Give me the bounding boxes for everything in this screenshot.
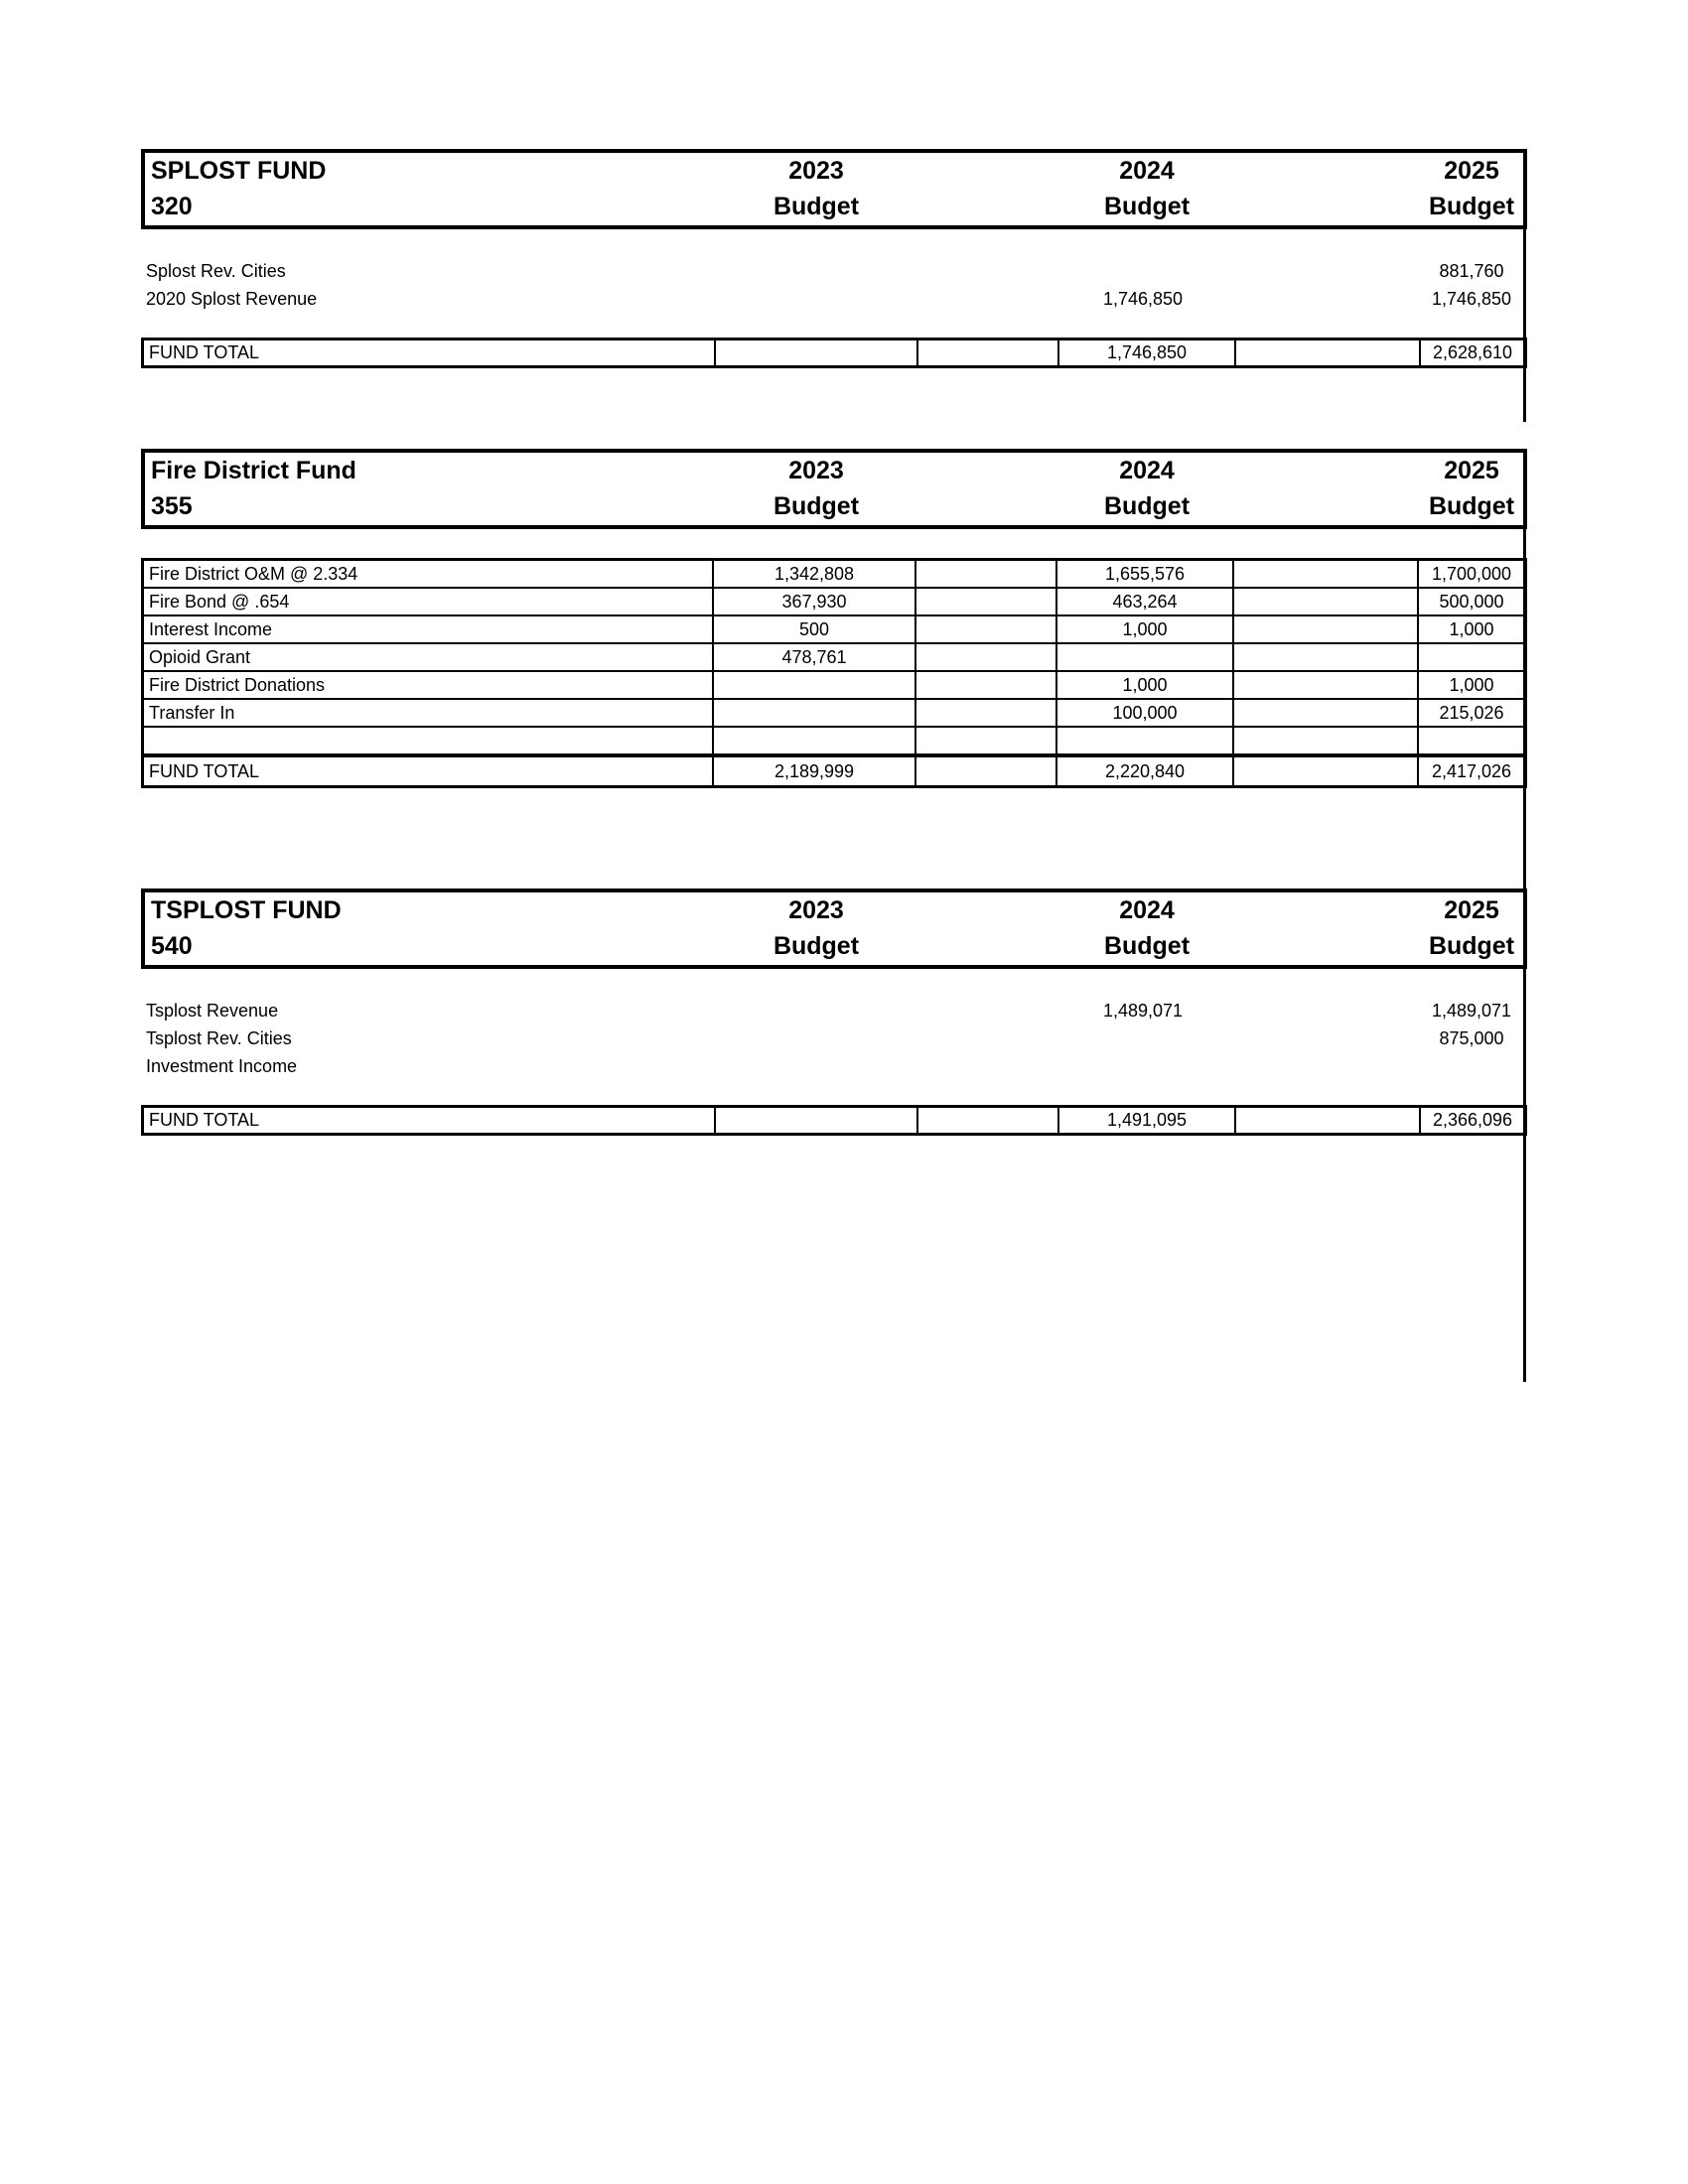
column-year-2024: 2024 (1119, 895, 1175, 924)
column-year-2025: 2025 (1444, 456, 1499, 484)
table-row (144, 700, 1524, 728)
grid-border-line (1523, 149, 1526, 422)
value-2024: 1,000 (1057, 672, 1234, 698)
total-2023 (714, 341, 916, 365)
total-2024: 2,220,840 (1057, 757, 1234, 785)
table-row (141, 257, 1527, 285)
fund-number: 355 (151, 492, 193, 521)
table-row (144, 644, 1524, 672)
total-2024: 1,746,850 (1057, 341, 1234, 365)
table-row (141, 997, 1527, 1024)
column-budget-label-2024: Budget (1103, 932, 1191, 961)
column-year-2025: 2025 (1444, 156, 1499, 185)
value-2024: 1,746,850 (1102, 288, 1184, 309)
value-2024 (1057, 644, 1234, 670)
total-2025: 2,417,026 (1431, 760, 1512, 781)
splost-fund-header (141, 149, 1527, 229)
value-2025: 881,760 (1439, 260, 1504, 281)
spacer-cell (1234, 589, 1419, 614)
row-label: Splost Rev. Cities (146, 260, 286, 281)
fire-district-fund-total-row (144, 755, 1524, 785)
value-2025: 1,000 (1449, 618, 1494, 639)
spacer-cell (916, 644, 1057, 670)
total-2025: 2,628,610 (1419, 341, 1524, 365)
fund-number: 540 (151, 932, 193, 961)
value-2023: 500 (714, 616, 916, 642)
value-2023: 367,930 (714, 589, 916, 614)
fund-total-label: FUND TOTAL (149, 342, 260, 362)
column-budget-label-2023: Budget (773, 932, 860, 961)
tsplost-revenue-rows (141, 997, 1527, 1080)
spacer-cell (1234, 757, 1419, 785)
spacer-cell (916, 1108, 1057, 1133)
spacer-cell (1234, 1108, 1419, 1133)
total-2023: 2,189,999 (714, 757, 916, 785)
fund-number: 320 (151, 193, 193, 221)
table-row (141, 285, 1527, 313)
column-year-2025: 2025 (1444, 895, 1499, 924)
row-label: Fire Bond @ .654 (144, 589, 714, 614)
table-row (144, 672, 1524, 700)
header-spacer (917, 153, 1058, 190)
value-2024 (1057, 728, 1234, 753)
row-label: Fire District O&M @ 2.334 (144, 561, 714, 587)
column-budget-label-2024: Budget (1103, 492, 1191, 521)
column-budget-label-2025: Budget (1428, 193, 1515, 221)
value-2025: 1,489,071 (1431, 1000, 1512, 1021)
value-2025 (1419, 728, 1524, 753)
column-budget-label-2024: Budget (1103, 193, 1191, 221)
spacer-cell (916, 672, 1057, 698)
value-2023 (714, 700, 916, 726)
value-2025: 215,026 (1439, 702, 1504, 723)
table-row (141, 1052, 1527, 1080)
spacer-cell (916, 589, 1057, 614)
total-2024: 1,491,095 (1057, 1108, 1234, 1133)
row-label: 2020 Splost Revenue (146, 288, 318, 309)
fund-name: TSPLOST FUND (151, 895, 342, 924)
spacer-cell (916, 616, 1057, 642)
row-label: Tsplost Revenue (146, 1000, 279, 1021)
value-2025: 500,000 (1439, 591, 1504, 612)
header-spacer (917, 929, 1058, 966)
spacer-cell (1234, 672, 1419, 698)
total-2025: 2,366,096 (1419, 1108, 1524, 1133)
spacer-cell (1234, 561, 1419, 587)
value-2024: 1,655,576 (1057, 561, 1234, 587)
column-year-2024: 2024 (1119, 156, 1175, 185)
column-budget-label-2023: Budget (773, 492, 860, 521)
header-spacer (917, 892, 1058, 929)
spacer-cell (1234, 616, 1419, 642)
spacer-cell (1234, 728, 1419, 753)
value-2025: 875,000 (1439, 1027, 1504, 1048)
tsplost-fund-header (141, 888, 1527, 969)
value-2024: 1,489,071 (1102, 1000, 1184, 1021)
column-year-2024: 2024 (1119, 456, 1175, 484)
value-2024: 100,000 (1057, 700, 1234, 726)
header-spacer (1235, 453, 1420, 489)
column-budget-label-2025: Budget (1428, 932, 1515, 961)
fund-total-label: FUND TOTAL (144, 757, 714, 785)
header-spacer (917, 489, 1058, 526)
fund-name: Fire District Fund (151, 456, 356, 484)
splost-revenue-rows (141, 257, 1527, 313)
column-year-2023: 2023 (788, 895, 844, 924)
row-label: Investment Income (146, 1055, 298, 1076)
table-row (144, 561, 1524, 589)
total-2023 (714, 1108, 916, 1133)
value-2023: 1,342,808 (714, 561, 916, 587)
value-2023 (714, 728, 916, 753)
tsplost-fund-total-row (141, 1105, 1527, 1136)
value-2025: 1,746,850 (1431, 288, 1512, 309)
fire-district-table (141, 558, 1527, 788)
column-year-2023: 2023 (788, 156, 844, 185)
spacer-cell (1234, 341, 1419, 365)
row-label (144, 728, 714, 753)
spacer-cell (1234, 700, 1419, 726)
row-label: Transfer In (144, 700, 714, 726)
value-2025 (1419, 644, 1524, 670)
row-label: Tsplost Rev. Cities (146, 1027, 292, 1048)
value-2023: 478,761 (714, 644, 916, 670)
spacer-cell (916, 757, 1057, 785)
value-2024: 1,000 (1057, 616, 1234, 642)
header-spacer (1235, 489, 1420, 526)
header-spacer (1235, 892, 1420, 929)
value-2025: 1,700,000 (1431, 563, 1512, 584)
spacer-cell (916, 341, 1057, 365)
header-spacer (1235, 153, 1420, 190)
table-row (144, 616, 1524, 644)
row-label: Opioid Grant (144, 644, 714, 670)
value-2024: 463,264 (1057, 589, 1234, 614)
spacer-cell (1234, 644, 1419, 670)
header-spacer (1235, 190, 1420, 226)
fire-district-fund-header (141, 449, 1527, 529)
column-year-2023: 2023 (788, 456, 844, 484)
value-2023 (714, 672, 916, 698)
spacer-cell (916, 561, 1057, 587)
row-label: Fire District Donations (144, 672, 714, 698)
spacer-cell (916, 728, 1057, 753)
splost-fund-total-row (141, 338, 1527, 368)
header-spacer (1235, 929, 1420, 966)
fund-total-label: FUND TOTAL (149, 1110, 260, 1130)
table-row (141, 1024, 1527, 1052)
spacer-cell (916, 700, 1057, 726)
row-label: Interest Income (144, 616, 714, 642)
table-row (144, 589, 1524, 616)
value-2025: 1,000 (1449, 674, 1494, 695)
header-spacer (917, 190, 1058, 226)
header-spacer (917, 453, 1058, 489)
fund-name: SPLOST FUND (151, 156, 327, 185)
column-budget-label-2023: Budget (773, 193, 860, 221)
column-budget-label-2025: Budget (1428, 492, 1515, 521)
table-row-blank (144, 728, 1524, 755)
